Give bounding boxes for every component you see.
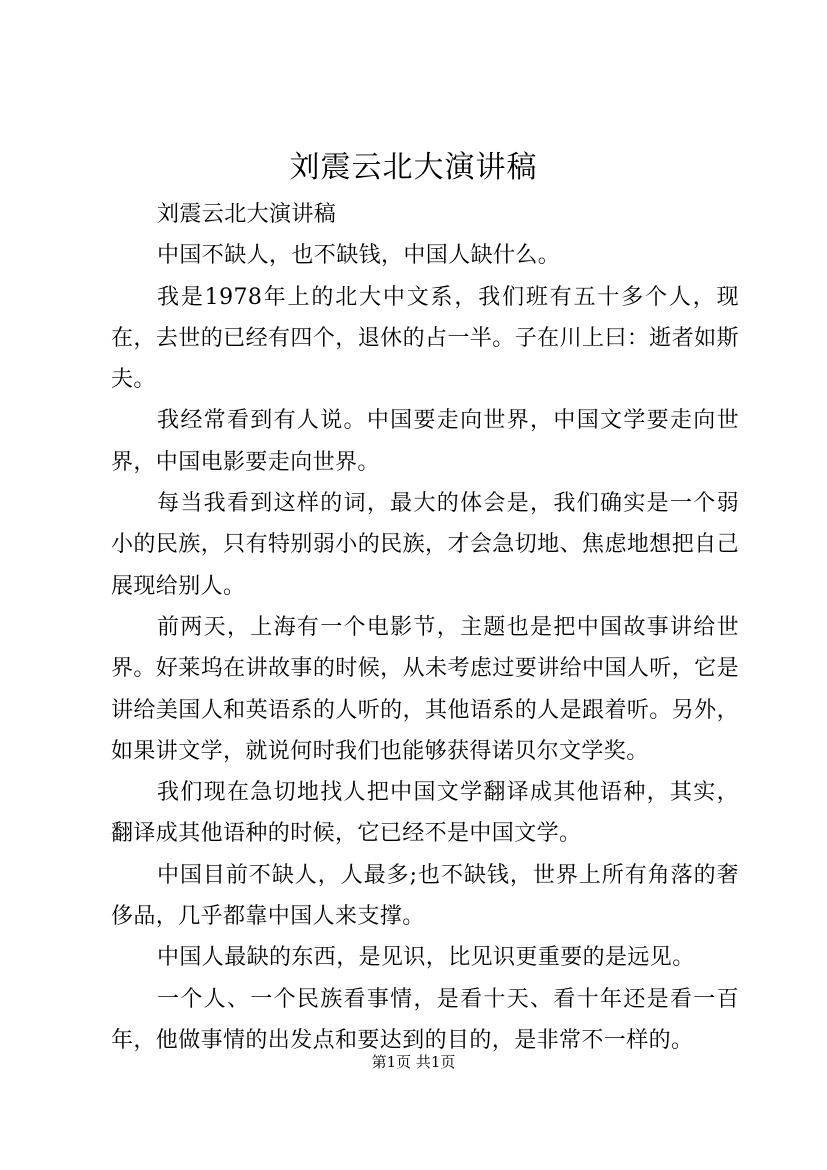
paragraph: 中国不缺人，也不缺钱，中国人缺什么。: [157, 243, 561, 269]
page-number-footer: 第1页 共1页: [371, 1053, 456, 1071]
document-body: [111, 194, 739, 1061]
paragraph: 中国人最缺的东西，是见识，比见识更重要的是远见。: [157, 945, 695, 971]
paragraph: 我经常看到有人说。中国要走向世界，中国文学要走向世界，中国电影要走向世界。: [111, 408, 739, 475]
paragraph: 我是1978年上的北大中文系，我们班有五十多个人，现在，去世的已经有四个，退休的占一半。子在川上曰：逝者如斯夫。: [111, 284, 739, 393]
paragraph: 前两天，上海有一个电影节，主题也是把中国故事讲给世界。好莱坞在讲故事的时候，从未考虑过要讲给中国人听，它是讲给美国人和英语系的人听的，其他语系的人是跟着听。另外，如果讲文学，就说何时我们也能够获得诺贝尔文学奖。: [111, 614, 739, 764]
paragraph: 中国目前不缺人，人最多;也不缺钱，世界上所有角落的奢侈品，几乎都靠中国人来支撑。: [111, 862, 739, 930]
paragraph: 一个人、一个民族看事情，是看十天、看十年还是看一百年，他做事情的出发点和要达到的目的，是非常不一样的。: [111, 986, 739, 1053]
paragraph: 我们现在急切地找人把中国文学翻译成其他语种，其实，翻译成其他语种的时候，它已经不是中国文学。: [111, 780, 739, 847]
document-title: 刘震云北大演讲稿: [289, 150, 538, 185]
paragraph: 每当我看到这样的词，最大的体会是，我们确实是一个弱小的民族，只有特别弱小的民族，才会急切地、焦虑地想把自己展现给别人。: [111, 491, 739, 599]
paragraph: 刘震云北大演讲稿: [157, 202, 337, 227]
